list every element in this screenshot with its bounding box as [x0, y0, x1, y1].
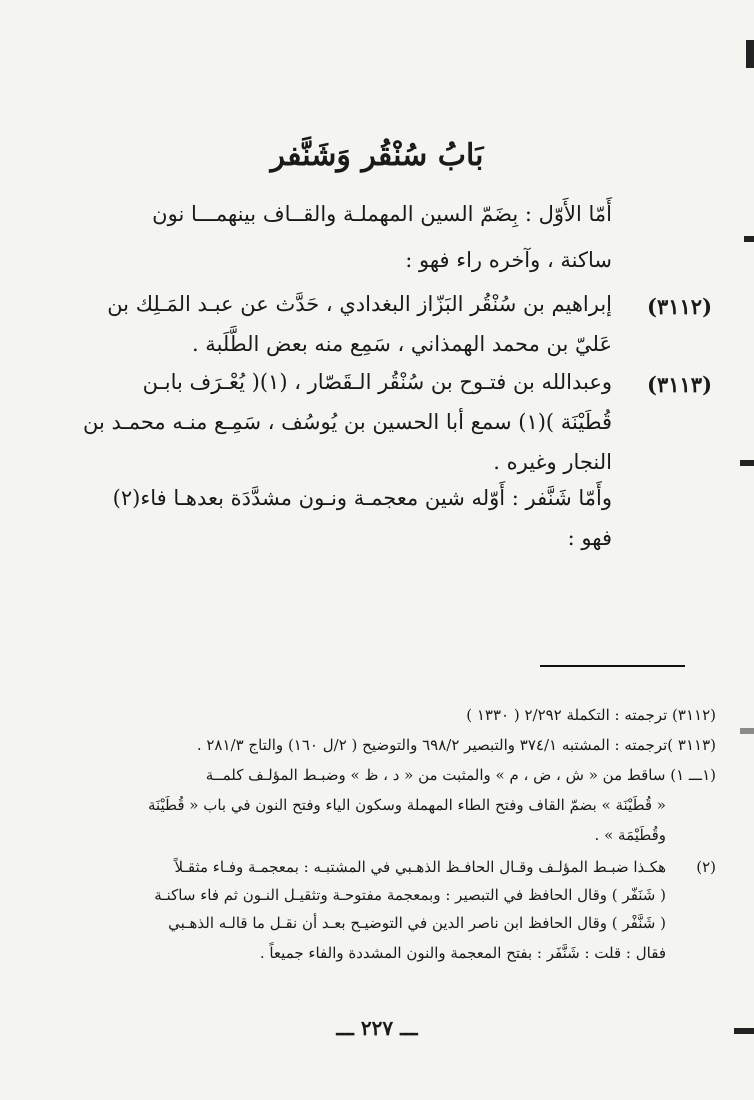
- body-line: إبراهيم بن سُنْقُر البَزّاز البغدادي ، حَدَّث عن عبـد المَـلِك بن: [107, 292, 612, 316]
- scan-edge-mark: [734, 1028, 754, 1034]
- footnote-line: وقُطَيْمَة » .: [594, 826, 666, 844]
- body-line: وعبدالله بن فتـوح بن سُنْقُر الـقَصّار ، (١)( يُعْـرَف بابـن: [142, 370, 612, 394]
- entry-number: (٣١١٣): [647, 372, 712, 397]
- body-line: قُطَيْنَة )(١) سمع أبا الحسين بن يُوسُف ، سَمِـع منـه محمـد بن: [83, 410, 612, 434]
- footnote-line: هكـذا ضبـط المؤلـف وقـال الحافـظ الذهـبي في المشتبـه : بمعجمـة وفـاء مثقـلاً: [174, 858, 666, 876]
- page-number: ـــ ٢٢٧ ـــ: [336, 1016, 418, 1040]
- footnote-divider: [540, 665, 685, 667]
- footnote-line: « قُطَيْنَة » بضمّ القاف وفتح الطاء المهملة وسكون الياء وفتح النون في باب « قُطَيْنَة: [147, 796, 666, 814]
- scan-edge-mark: [744, 236, 754, 242]
- footnote-line: ( شَنَفّر ) وقال الحافظ في التبصير : وبمعجمة مفتوحـة وتثقيـل النـون ثم فاء ساكنـة: [154, 886, 666, 904]
- body-line: عَليّ بن محمد الهمذاني ، سَمِع منه بعض الطَّلَبة .: [191, 332, 612, 356]
- footnote-line: فقال : قلت : شَنَّفَر : بفتح المعجمة والنون المشددة والفاء جميعاً .: [259, 944, 666, 962]
- entry-number: (٣١١٢): [647, 294, 712, 319]
- scan-edge-mark: [740, 460, 754, 466]
- chapter-title: بَابُ سُنْقُر وَشَنَّفر: [270, 138, 484, 173]
- body-line: فهو :: [567, 526, 612, 550]
- body-line: النجار وغيره .: [493, 450, 612, 474]
- scan-edge-mark: [740, 728, 754, 734]
- footnote-line: ( شَنَّفْر ) وقال الحافظ ابن ناصر الدين في التوضيـح بعـد أن نقـل ما قالـه الذهـبي: [168, 914, 666, 932]
- footnote-line: (٣١١٣ )ترجمته : المشتبه ٣٧٤/١ والتبصير ٦٩٨/٢ والتوضيح ( ٢/ل ١٦٠) والتاج ٢٨١/٣ .: [196, 736, 716, 754]
- scan-edge-mark: [746, 40, 754, 68]
- footnote-line: (١ـــ ١) ساقط من « ش ، ض ، م » والمثبت من « د ، ظ » وضبـط المؤلـف كلمــة: [205, 766, 716, 784]
- footnote-line: (٣١١٢) ترجمته : التكملة ٢/٢٩٢ ( ١٣٣٠ ): [466, 706, 716, 724]
- footnote-number: (٢): [696, 858, 716, 876]
- body-line: ساكنة ، وآخره راء فهو :: [405, 248, 612, 272]
- body-line: وأَمّا شَنَّفر : أَوّله شين معجمـة ونـون مشدَّدَة بعدهـا فاء(٢): [112, 486, 612, 510]
- body-line: أَمّا الأَوّل : بِضَمّ السين المهملـة والقــاف بينهمـــا نون: [152, 202, 612, 226]
